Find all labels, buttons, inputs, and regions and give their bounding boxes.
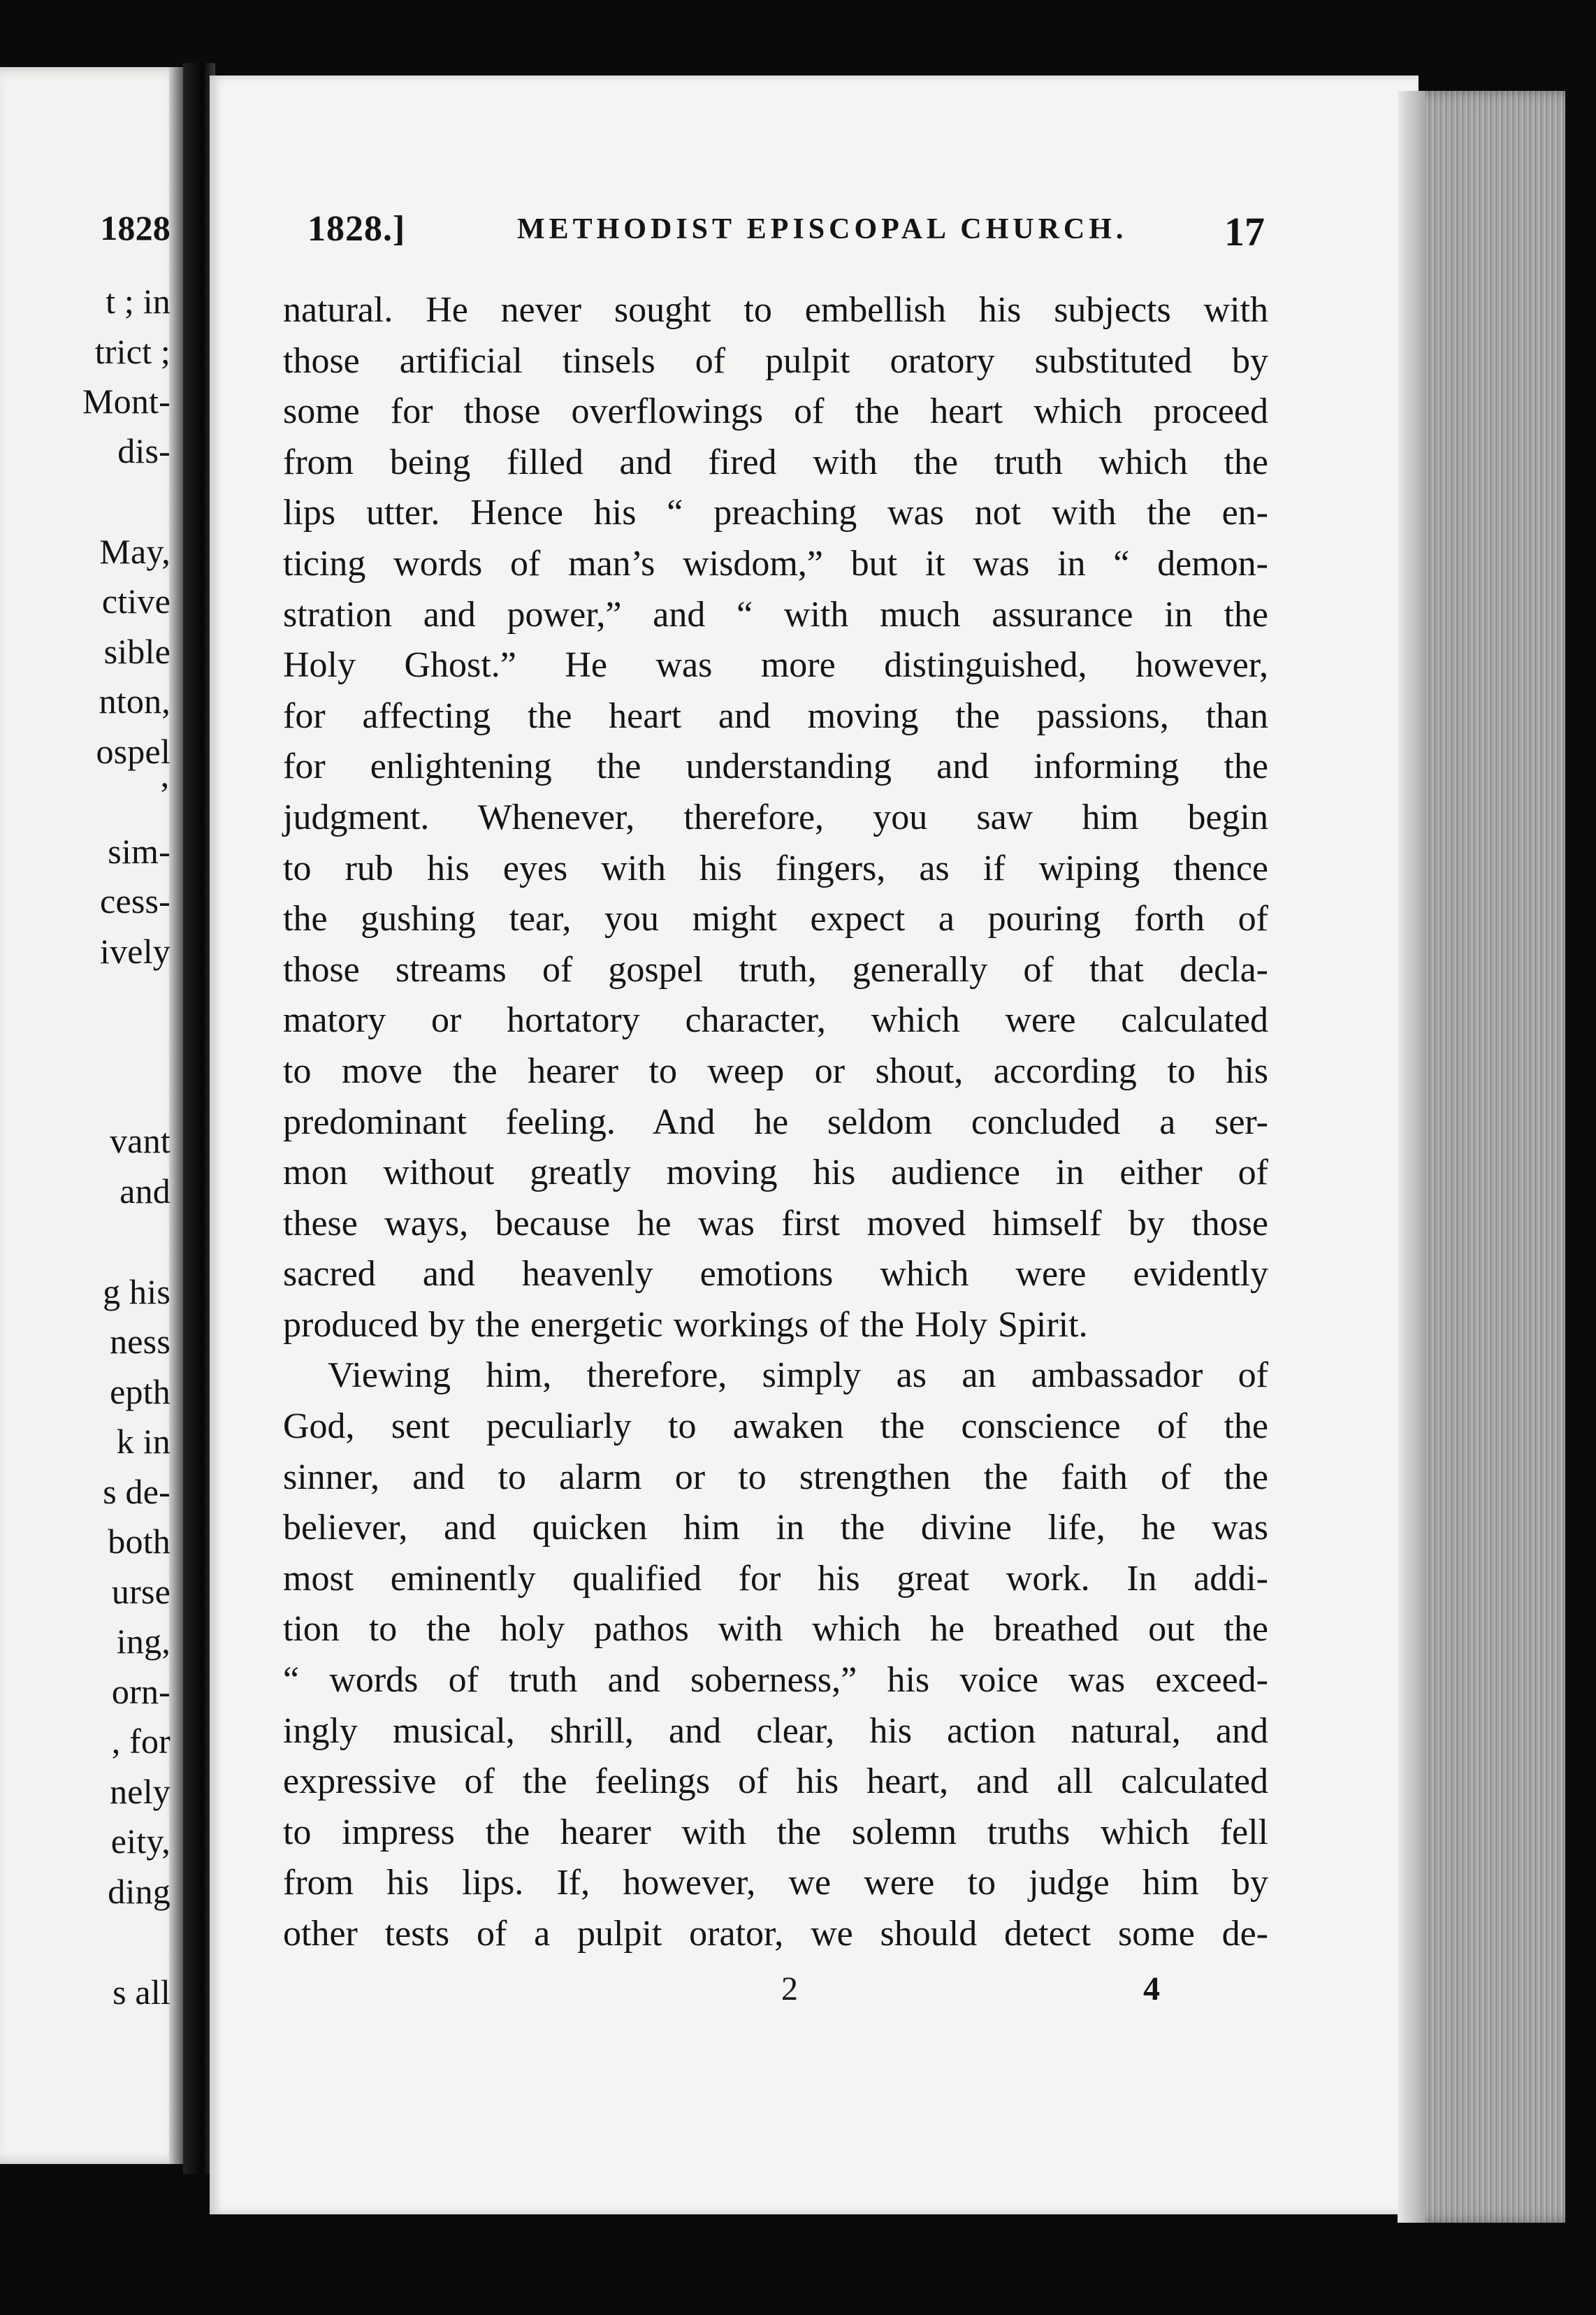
- text-line: to rub his eyes with his fingers, as if wiping thence: [283, 848, 1268, 888]
- text-line: ticing words of man’s wisdom,” but it was in “ demon-: [283, 543, 1268, 584]
- left-line: eity,: [110, 1822, 171, 1861]
- left-line: ding: [108, 1872, 171, 1911]
- text-line: from his lips. If, however, we were to judge him by: [283, 1863, 1268, 1903]
- text-line: sinner, and to alarm or to strengthen the faith of the: [283, 1457, 1268, 1497]
- text-line: Holy Ghost.” He was more distinguished, however,: [283, 645, 1268, 686]
- text-line: lips utter. Hence his “ preaching was not with the en-: [283, 493, 1268, 533]
- left-line: , for: [111, 1722, 171, 1761]
- text-line: those artificial tinsels of pulpit oratory substituted by: [283, 340, 1268, 381]
- left-line: and: [119, 1171, 171, 1211]
- text-line: judgment. Whenever, therefore, you saw him begin: [283, 797, 1268, 837]
- left-line: k in: [116, 1422, 171, 1461]
- page-number: 17: [1224, 209, 1265, 254]
- body-text: [283, 285, 1268, 1960]
- text-line: ingly musical, shrill, and clear, his action natural, and: [283, 1710, 1268, 1751]
- volume-signature-mark: 4: [1143, 1970, 1160, 2007]
- left-line: May,: [99, 532, 171, 571]
- left-line: nton,: [99, 681, 171, 721]
- text-line: some for those overflowings of the heart which proceed: [283, 391, 1268, 432]
- left-line: Mont-: [82, 382, 171, 421]
- left-line: cess-: [100, 881, 171, 921]
- left-line: both: [108, 1522, 171, 1561]
- text-line: produced by the energetic workings of the Holy Spirit.: [283, 1304, 1088, 1345]
- left-line: epth: [110, 1372, 171, 1411]
- left-line: t ; in: [106, 282, 171, 321]
- text-line: sacred and heavenly emotions which were evidently: [283, 1254, 1268, 1294]
- text-line: most eminently qualified for his great work. In addi-: [283, 1558, 1268, 1599]
- left-line: ctive: [101, 582, 171, 621]
- text-line: from being filled and fired with the truth which the: [283, 442, 1268, 482]
- left-line: nely: [110, 1772, 171, 1811]
- text-line: these ways, because he was first moved himself by those: [283, 1203, 1268, 1243]
- text-line: other tests of a pulpit orator, we should detect some de-: [283, 1914, 1268, 1954]
- left-line: s de-: [103, 1472, 171, 1511]
- text-line: predominant feeling. And he seldom concluded a ser-: [283, 1102, 1268, 1142]
- left-line: vant: [110, 1121, 171, 1160]
- sheet-signature-mark: 2: [781, 1970, 798, 2007]
- page-block-edges: [1398, 91, 1565, 2223]
- left-line: dis-: [117, 431, 171, 470]
- left-line: sim-: [108, 832, 171, 871]
- text-line: for affecting the heart and moving the passions, than: [283, 695, 1268, 736]
- left-running-head-year: 1828: [100, 208, 171, 247]
- text-line: tion to the holy pathos with which he breathed out the: [283, 1609, 1268, 1650]
- text-line: to impress the hearer with the solemn truths which fell: [283, 1812, 1268, 1852]
- text-line: expressive of the feelings of his heart, and all calculated: [283, 1761, 1268, 1802]
- left-line: s all: [113, 1973, 171, 2012]
- left-page: [0, 67, 183, 2164]
- text-line: believer, and quicken him in the divine life, he was: [283, 1508, 1268, 1548]
- text-line: “ words of truth and soberness,” his voice was exceed-: [283, 1660, 1268, 1701]
- left-page-gutter: [169, 67, 183, 2164]
- running-head-year: 1828.]: [307, 209, 406, 249]
- left-line: sible: [103, 632, 171, 671]
- text-line: mon without greatly moving his audience in either of: [283, 1153, 1268, 1193]
- left-line: orn-: [111, 1672, 171, 1711]
- text-line: for enlightening the understanding and informing the: [283, 747, 1268, 787]
- text-line: to move the hearer to weep or shout, according to his: [283, 1051, 1268, 1091]
- left-line: ’: [159, 774, 171, 814]
- left-line: urse: [111, 1572, 171, 1611]
- text-line: matory or hortatory character, which were calculated: [283, 1000, 1268, 1041]
- left-line: ness: [110, 1322, 171, 1361]
- left-line: ively: [100, 932, 171, 971]
- left-line: ing,: [116, 1622, 171, 1661]
- text-line: the gushing tear, you might expect a pouring forth of: [283, 899, 1268, 939]
- text-line: stration and power,” and “ with much assurance in the: [283, 594, 1268, 635]
- left-line: ospel: [96, 732, 171, 771]
- text-line: God, sent peculiarly to awaken the conscience of the: [283, 1406, 1268, 1447]
- page-edge-highlight: [1398, 91, 1425, 2223]
- left-line: g his: [103, 1272, 171, 1311]
- left-line: trict ;: [94, 332, 171, 371]
- running-head: [307, 208, 1265, 264]
- running-head-title: METHODIST EPISCOPAL CHURCH.: [517, 213, 1128, 245]
- text-line: those streams of gospel truth, generally of that decla-: [283, 949, 1268, 990]
- paragraph-start-line: Viewing him, therefore, simply as an ambassador of: [328, 1355, 1268, 1396]
- text-line: natural. He never sought to embellish his subjects with: [283, 290, 1268, 330]
